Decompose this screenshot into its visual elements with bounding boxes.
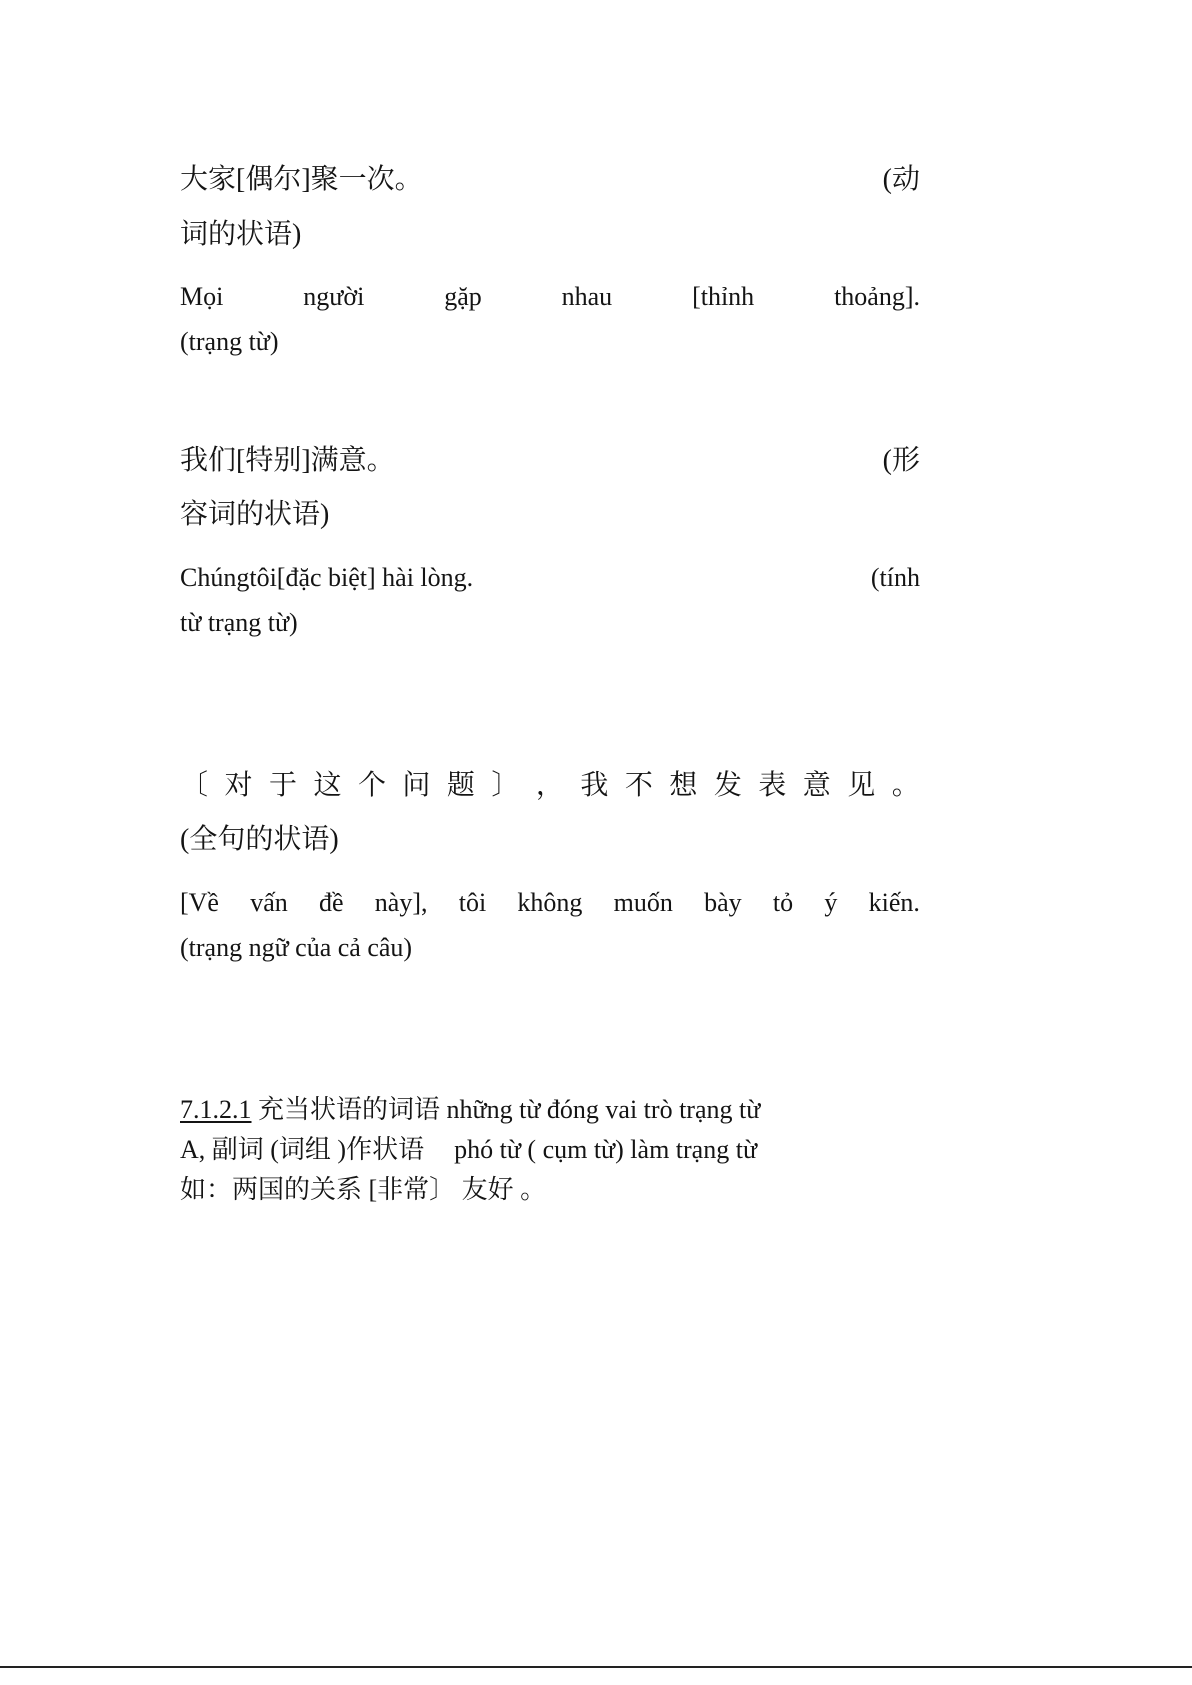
character: 意 [802, 770, 831, 801]
example-1-zh-note-start: (动 [882, 164, 920, 195]
word: [thỉnh [692, 282, 755, 311]
bottom-rule [0, 1666, 1192, 1668]
example-2-zh-line [180, 441, 920, 481]
example-2-vi-line [180, 558, 920, 598]
example-1-zh-note-end: 词的状语) [180, 219, 302, 250]
section-heading [180, 1090, 920, 1130]
word: này], [374, 888, 428, 917]
word: kiến. [868, 888, 920, 917]
example-1-zh-line [180, 160, 920, 200]
example-2-zh-note-end: 容词的状语) [180, 499, 330, 530]
example-1-vi-note: (trạng từ) [180, 327, 279, 356]
character: ， [535, 770, 564, 801]
word: người [303, 282, 365, 311]
character: 。 [891, 770, 920, 801]
example-2-vi-note-end: từ trạng từ) [180, 608, 298, 637]
character: 对 [224, 770, 253, 801]
section-number: 7.1.2.1 [180, 1095, 252, 1124]
section-title-vi: những từ đóng vai trò trạng từ [446, 1095, 761, 1124]
word: tôi [458, 888, 487, 917]
example-1-zh-sentence: 大家[偶尔]聚一次。 [180, 164, 423, 195]
example-3-zh-sentence [180, 766, 920, 806]
character: 〔 [180, 770, 209, 801]
word: đề [319, 888, 344, 917]
section-title-zh: 充当状语的词语 [258, 1095, 441, 1124]
example-2-vi-sentence: Chúngtôi[đặc biệt] hài lòng. [180, 563, 474, 592]
character: 题 [446, 770, 475, 801]
character: 表 [758, 770, 787, 801]
character: 〕 [491, 770, 520, 801]
word: vấn [250, 888, 288, 917]
character: 不 [624, 770, 653, 801]
example-3-zh-note: (全句的状语) [180, 824, 339, 855]
character: 个 [357, 770, 386, 801]
word: bày [704, 888, 742, 917]
word: không [517, 888, 583, 917]
word: tỏ [772, 888, 794, 917]
section-item-vi: phó từ ( cụm từ) làm trạng từ [454, 1135, 758, 1164]
character: 于 [268, 770, 297, 801]
character: 问 [402, 770, 431, 801]
word: gặp [444, 282, 482, 311]
example-3-vi-sentence [180, 883, 920, 923]
character: 见 [847, 770, 876, 801]
character: 这 [313, 770, 342, 801]
word: muốn [613, 888, 673, 917]
word: ý [824, 888, 838, 917]
word: Mọi [180, 282, 224, 311]
example-2-zh-note-start: (形 [882, 445, 920, 476]
character: 发 [713, 770, 742, 801]
example-3-vi-note: (trạng ngữ của cả câu) [180, 933, 413, 962]
word: thoảng]. [834, 282, 920, 311]
section-item-zh: A, 副词 (词组 )作状语 [180, 1135, 425, 1164]
example-2-vi-note-start: (tính [870, 563, 920, 592]
section-item-a [180, 1130, 920, 1170]
character: 想 [669, 770, 698, 801]
section-example: 如：两国的关系 [非常〕 友好 。 [180, 1175, 547, 1204]
word: nhau [561, 282, 613, 311]
example-1-vi-sentence [180, 277, 920, 317]
word: [Về [180, 888, 219, 917]
character: 我 [580, 770, 609, 801]
example-2-zh-sentence: 我们[特别]满意。 [180, 445, 395, 476]
